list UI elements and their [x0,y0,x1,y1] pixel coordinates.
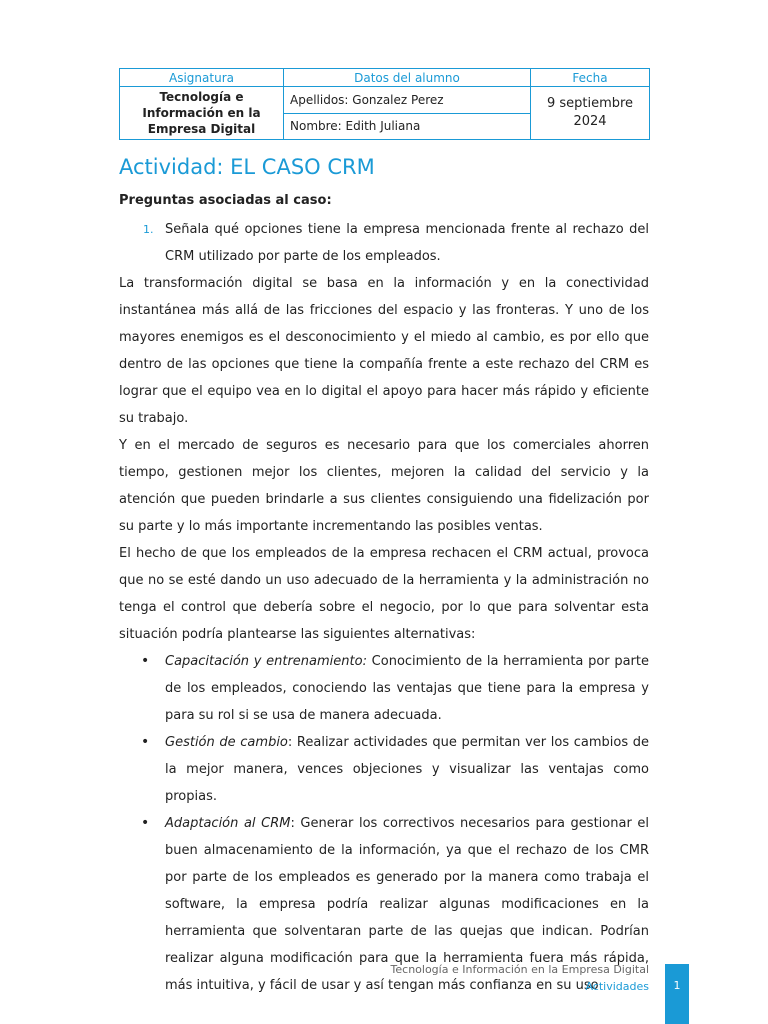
student-surname: Apellidos: Gonzalez Perez [284,87,531,114]
bullet-text: : Realizar actividades que permitan ver los cambios de la mejor manera, vences objeciones y visualizar las ventajas como propias. [165,735,649,804]
bullet-icon: • [141,653,150,669]
document-page [119,68,649,999]
page-title: Actividad: EL CASO CRM [119,155,375,179]
bullet-term: Capacitación y entrenamiento: [165,654,367,669]
bullet-icon: • [141,815,150,831]
subject-cell: Tecnología e Información en la Empresa Digital [120,87,284,140]
paragraph-1: La transformación digital se basa en la información y en la conectividad instantánea más allá de las fricciones del espacio y las fronteras. Y uno de los mayores enemigos es el desconocimiento y el miedo al cambio, es por ello que dentro de las opciones que tiene la compañía frente a este rechazo del CRM es lograr que el equipo vea en lo digital el apoyo para hacer más rápido y eficiente su trabajo. [119,276,649,426]
header-col-student: Datos del alumno [284,69,531,87]
bullet-term: Adaptación al CRM [165,816,291,831]
page-footer [391,961,649,995]
header-table [119,68,650,140]
header-col-subject: Asignatura [120,69,284,87]
bullet-text: : Generar los correctivos necesarios para gestionar el buen almacenamiento de la información, ya que el rechazo de los CMR por parte de los empleados es generado por la manera como trabaja el software, la empresa podría realizar algunas modificaciones en la herramienta que solventaran parte de las quejas que indican. Podrían realizar alguna modificación para que la herramienta fuera más rápida, más intuitiva, y fácil de usar y así tengan más confianza en su uso [165,816,649,993]
question-text: Señala qué opciones tiene la empresa mencionada frente al rechazo del CRM utilizado por parte de los empleados. [165,222,649,264]
question-item [119,216,649,270]
page-number: 1 [665,964,689,1024]
bullet-text: Conocimiento de la herramienta por parte de los empleados, conociendo las ventajas que tiene para la empresa y para su rol si se usa de manera adecuada. [165,654,649,723]
question-number: 1. [143,223,154,236]
list-item [119,729,649,810]
bullet-icon: • [141,734,150,750]
list-item [119,648,649,729]
bullet-term: Gestión de cambio [165,735,288,750]
student-name: Nombre: Edith Juliana [284,113,531,140]
header-col-date: Fecha [531,69,650,87]
footer-section: Actividades [585,980,649,993]
page-subtitle: Preguntas asociadas al caso: [119,193,332,208]
paragraph-3: El hecho de que los empleados de la empresa rechacen el CRM actual, provoca que no se esté dando un uso adecuado de la herramienta y la administración no tenga el control que debería sobre el negocio, por lo que para solventar esta situación podría plantearse las siguientes alternativas: [119,546,649,642]
alternatives-list [119,648,649,999]
date-cell: 9 septiembre 2024 [531,87,650,140]
paragraph-2: Y en el mercado de seguros es necesario para que los comerciales ahorren tiempo, gestionen mejor los clientes, mejoren la calidad del servicio y la atención que pueden brindarle a sus clientes consiguiendo una fidelización por su parte y lo más importante incrementando las posibles ventas. [119,438,649,534]
footer-title: Tecnología e Información en la Empresa Digital [390,963,649,976]
question-list [119,216,649,270]
